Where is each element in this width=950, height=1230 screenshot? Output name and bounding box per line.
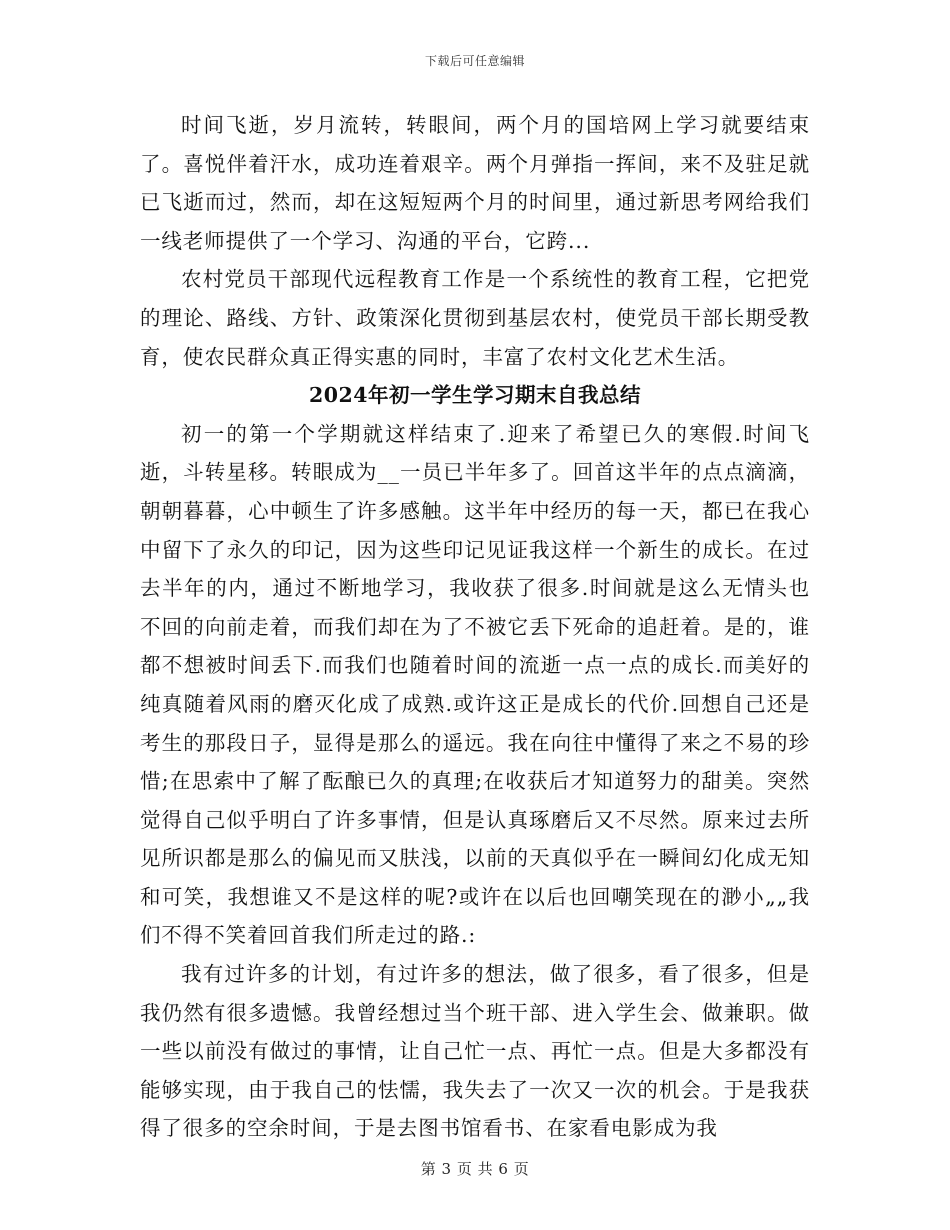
page-footer: 第 3 页 共 6 页 [420, 1160, 530, 1178]
article-title: 2024年初一学生学习期末自我总结 [308, 383, 642, 408]
intro-paragraph-2: 农村党员干部现代远程教育工作是一个系统性的教育工程，它把党的理论、路线、方针、政策深化贯彻到基层农村，使党员干部长期受教育，使农民群众真正得实惠的同时，丰富了农村文化艺术生活。 [140, 267, 810, 369]
article-paragraph-2: 我有过许多的计划，有过许多的想法，做了很多，看了很多，但是我仍然有很多遗憾。我曾经想过当个班干部、进入学生会、做兼职。做一些以前没有做过的事情，让自己忙一点、再忙一点。但是大多都没有能够实现，由于我自己的怯懦，我失去了一次又一次的机会。于是我获得了很多的空余时间，于是去图书馆看书、在家看电影成为我 [140, 962, 810, 1141]
intro-paragraph-1: 时间飞逝，岁月流转，转眼间，两个月的国培网上学习就要结束了。喜悦伴着汗水，成功连着艰辛。两个月弹指一挥间，来不及驻足就已飞逝而过，然而，却在这短短两个月的时间里，通过新思考网给我们一线老师提供了一个学习、沟通的平台，它跨... [140, 113, 810, 253]
article-paragraph-1: 初一的第一个学期就这样结束了.迎来了希望已久的寒假.时间飞逝，斗转星移。转眼成为__一员已半年多了。回首这半年的点点滴滴，朝朝暮暮，心中顿生了许多感触。这半年中经历的每一天，都已在我心中留下了永久的印记，因为这些印记见证我这样一个新生的成长。在过去半年的内，通过不断地学习，我收获了很多.时间就是这么无情头也不回的向前走着，而我们却在为了不被它丢下死命的追赶着。是的，谁都不想被时间丢下.而我们也随着时间的流逝一点一点的成长.而美好的纯真随着风雨的磨灭化成了成熟.或许这正是成长的代价.回想自己还是考生的那段日子，显得是那么的遥远。我在向往中懂得了来之不易的珍惜;在思索中了解了酝酿已久的真理;在收获后才知道努力的甜美。突然觉得自己似乎明白了许多事情，但是认真琢磨后又不尽然。原来过去所见所识都是那么的偏见而又肤浅，以前的天真似乎在一瞬间幻化成无知和可笑，我想谁又不是这样的呢?或许在以后也回嘲笑现在的渺小„„我们不得不笑着回首我们所走过的路.: [140, 421, 810, 948]
document-body [140, 106, 810, 1148]
page-header: 下载后可任意编辑 [424, 54, 525, 68]
